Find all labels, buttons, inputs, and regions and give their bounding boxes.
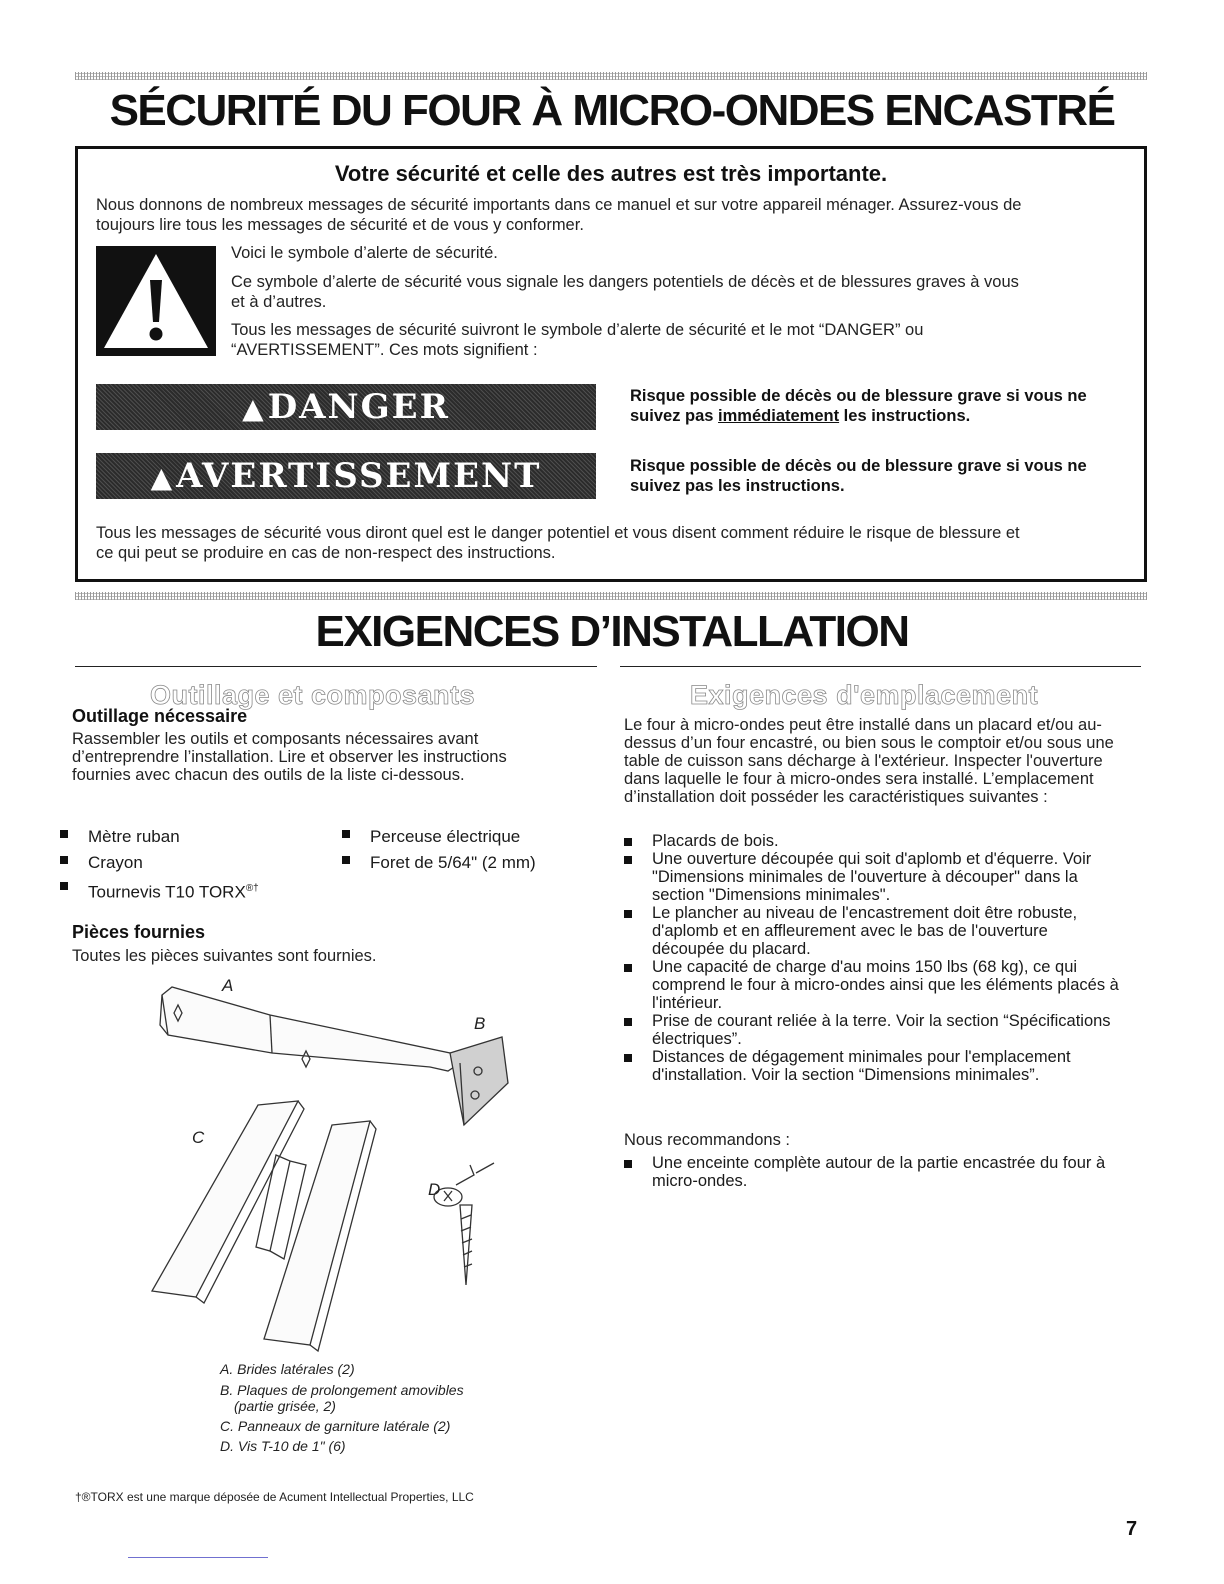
warning-label: AVERTISSEMENT [176,456,542,496]
intro-line-2: toujours lire tous les messages de sécurité et de vous y conformer. [96,216,584,234]
list-item: Mètre ruban [58,824,318,850]
follow-line-2: “AVERTISSEMENT”. Ces mots signifient : [231,341,538,359]
intro-line-1: Nous donnons de nombreux messages de sécurité importants dans ce manuel et sur votre appareil ménager. Assurez-vous de [96,196,1022,214]
location-requirements-list [622,832,1122,1084]
list-item: Distances de dégagement minimales pour l'emplacement d'installation. Voir la section “Dimensions minimales”. [622,1048,1122,1084]
part-label-c: C [192,1128,205,1147]
danger-description: Risque possible de décès ou de blessure grave si vous ne suivez pas immédiatement les instructions. [630,387,1087,425]
parts-illustration [130,975,530,1355]
list-item: Le plancher au niveau de l'encastrement doit être robuste, d'aplomb et en affleurement avec le bas de l'ouverture découpée du placard. [622,904,1122,958]
list-item: Prise de courant reliée à la terre. Voir la section “Spécifications électriques”. [622,1012,1122,1048]
right-column-rule [620,666,1141,667]
closing-line-1: Tous les messages de sécurité vous diront quel est le danger potentiel et vous disent comment réduire le risque de blessure et [96,524,1020,542]
danger-label: DANGER [267,387,450,427]
location-intro: Le four à micro-ondes peut être installé dans un placard et/ou au-dessus d’un four encastré, ou bien sous le comptoir et/ou sous une table de cuisson sans décharge à l'extérieur. Inspecter l'ouverture dans laquelle le four à micro-ondes sera installé. L’emplacement d’installation doit posséder les caractéristiques suivantes : [624,716,1114,806]
tools-list-1 [58,824,318,906]
tools-needed-heading: Outillage nécessaire [72,706,248,726]
part-label-b: B [474,1014,486,1033]
list-item: Placards de bois. [622,832,1122,850]
caption-b: B. Plaques de prolongement amovibles [220,1382,464,1398]
warning-signal-bar [96,453,596,499]
safety-alert-icon [96,246,216,356]
recommend-label: Nous recommandons : [624,1131,790,1149]
list-item: Perceuse électrique [340,824,600,850]
location-requirements-heading: Exigences d'emplacement [690,680,1039,710]
symbol-line: Voici le symbole d’alerte de sécurité. [231,244,498,262]
danger-signal-bar [96,384,596,430]
follow-line-1: Tous les messages de sécurité suivront le symbole d’alerte de sécurité et le mot “DANGER” ou [231,321,924,339]
caption-a: A. Brides latérales (2) [220,1361,355,1377]
caption-d: D. Vis T-10 de 1" (6) [220,1438,346,1454]
closing-line-2: ce qui peut se produire en cas de non-respect des instructions. [96,544,556,562]
trademark-mark: ®† [245,883,259,894]
safety-box [75,146,1147,582]
top-divider [75,72,1147,80]
install-title: EXIGENCES D’INSTALLATION [315,607,909,656]
list-item: Une enceinte complète autour de la partie encastrée du four à micro-ondes. [622,1154,1122,1190]
part-label-d: D [428,1180,441,1199]
tools-list-2 [340,824,600,876]
trademark-footnote: †®TORX est une marque déposée de Acument Intellectual Properties, LLC [75,1490,474,1504]
parts-supplied-heading: Pièces fournies [72,922,206,942]
symbol-desc-line-1: Ce symbole d’alerte de sécurité vous signale les dangers potentiels de décès et de blessures graves à vous [231,273,1019,291]
parts-intro: Toutes les pièces suivantes sont fournies. [72,947,377,965]
warning-description: Risque possible de décès ou de blessure grave si vous ne suivez pas les instructions. [630,457,1087,495]
tools-intro: Rassembler les outils et composants nécessaires avant d’entreprendre l’installation. Lire et observer les instructions fournies avec chacun des outils de la liste ci-dessous. [72,730,507,784]
list-item: Une capacité de charge d'au moins 150 lbs (68 kg), ce qui comprend le four à micro-ondes ainsi que les éléments placés à l'intérieur. [622,958,1122,1012]
recommend-list [622,1154,1122,1190]
left-column-rule [75,666,597,667]
safety-box-heading: Votre sécurité et celle des autres est très importante. [334,161,888,186]
warning-triangle-icon: ▲ [150,461,175,494]
list-item: Crayon [58,850,318,876]
symbol-desc-line-2: et à d’autres. [231,293,327,311]
list-item: Une ouverture découpée qui soit d'aplomb et d'équerre. Voir "Dimensions minimales de l'ouverture à découper" dans la section "Dimensions minimales". [622,850,1122,904]
page-number: 7 [1126,1518,1138,1540]
warning-triangle-icon: ▲ [242,392,266,425]
caption-c: C. Panneaux de garniture latérale (2) [220,1418,451,1434]
middle-divider [75,592,1147,600]
caption-b-note: (partie grisée, 2) [234,1398,336,1414]
emphasis-immediately: immédiatement [718,407,840,425]
bottom-rule [128,1557,268,1558]
tools-components-heading: Outillage et composants [150,680,476,710]
list-item: Foret de 5/64" (2 mm) [340,850,600,876]
list-item: Tournevis T10 TORX®† [58,876,318,906]
safety-title: SÉCURITÉ DU FOUR À MICRO-ONDES ENCASTRÉ [109,86,1115,135]
part-label-a: A [222,976,234,995]
